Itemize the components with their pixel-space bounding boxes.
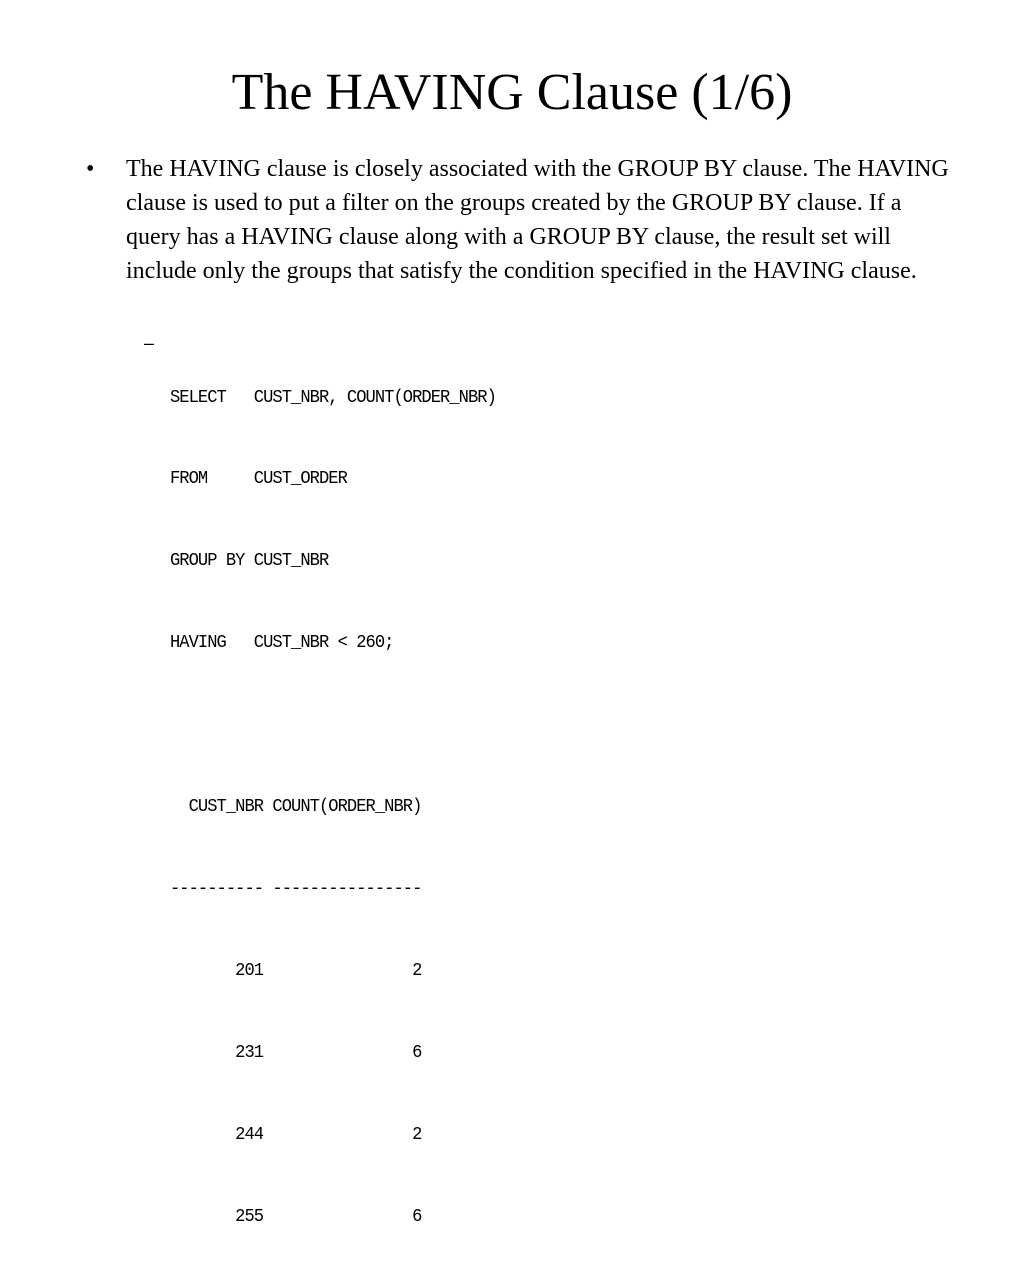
- code-line: FROM CUST_ORDER: [170, 469, 347, 490]
- code-line-blank: [170, 712, 496, 739]
- result-row: 244 2: [170, 1124, 422, 1145]
- code-line: HAVING CUST_NBR < 260;: [170, 633, 394, 654]
- sql-code-block: [170, 330, 496, 1285]
- code-line: GROUP BY CUST_NBR: [170, 551, 329, 572]
- bullet-marker: •: [86, 156, 95, 182]
- sub-bullet-marker: –: [144, 333, 155, 353]
- result-header: CUST_NBR COUNT(ORDER_NBR): [170, 797, 422, 818]
- slide-title: The HAVING Clause (1/6): [231, 64, 793, 121]
- bullet-text: The HAVING clause is closely associated with the GROUP BY clause. The HAVING clause is used to put a filter on the groups created by the GROUP BY clause. If a query has a HAVING clause along with a GROUP BY clause, the result set will include only the groups that satisfy the condition specified in the HAVING clause.: [126, 156, 949, 284]
- result-separator: ---------- ----------------: [170, 878, 422, 899]
- code-line: SELECT CUST_NBR, COUNT(ORDER_NBR): [170, 387, 496, 408]
- result-row: 231 6: [170, 1042, 422, 1063]
- result-row: 201 2: [170, 960, 422, 981]
- result-row: 255 6: [170, 1206, 422, 1227]
